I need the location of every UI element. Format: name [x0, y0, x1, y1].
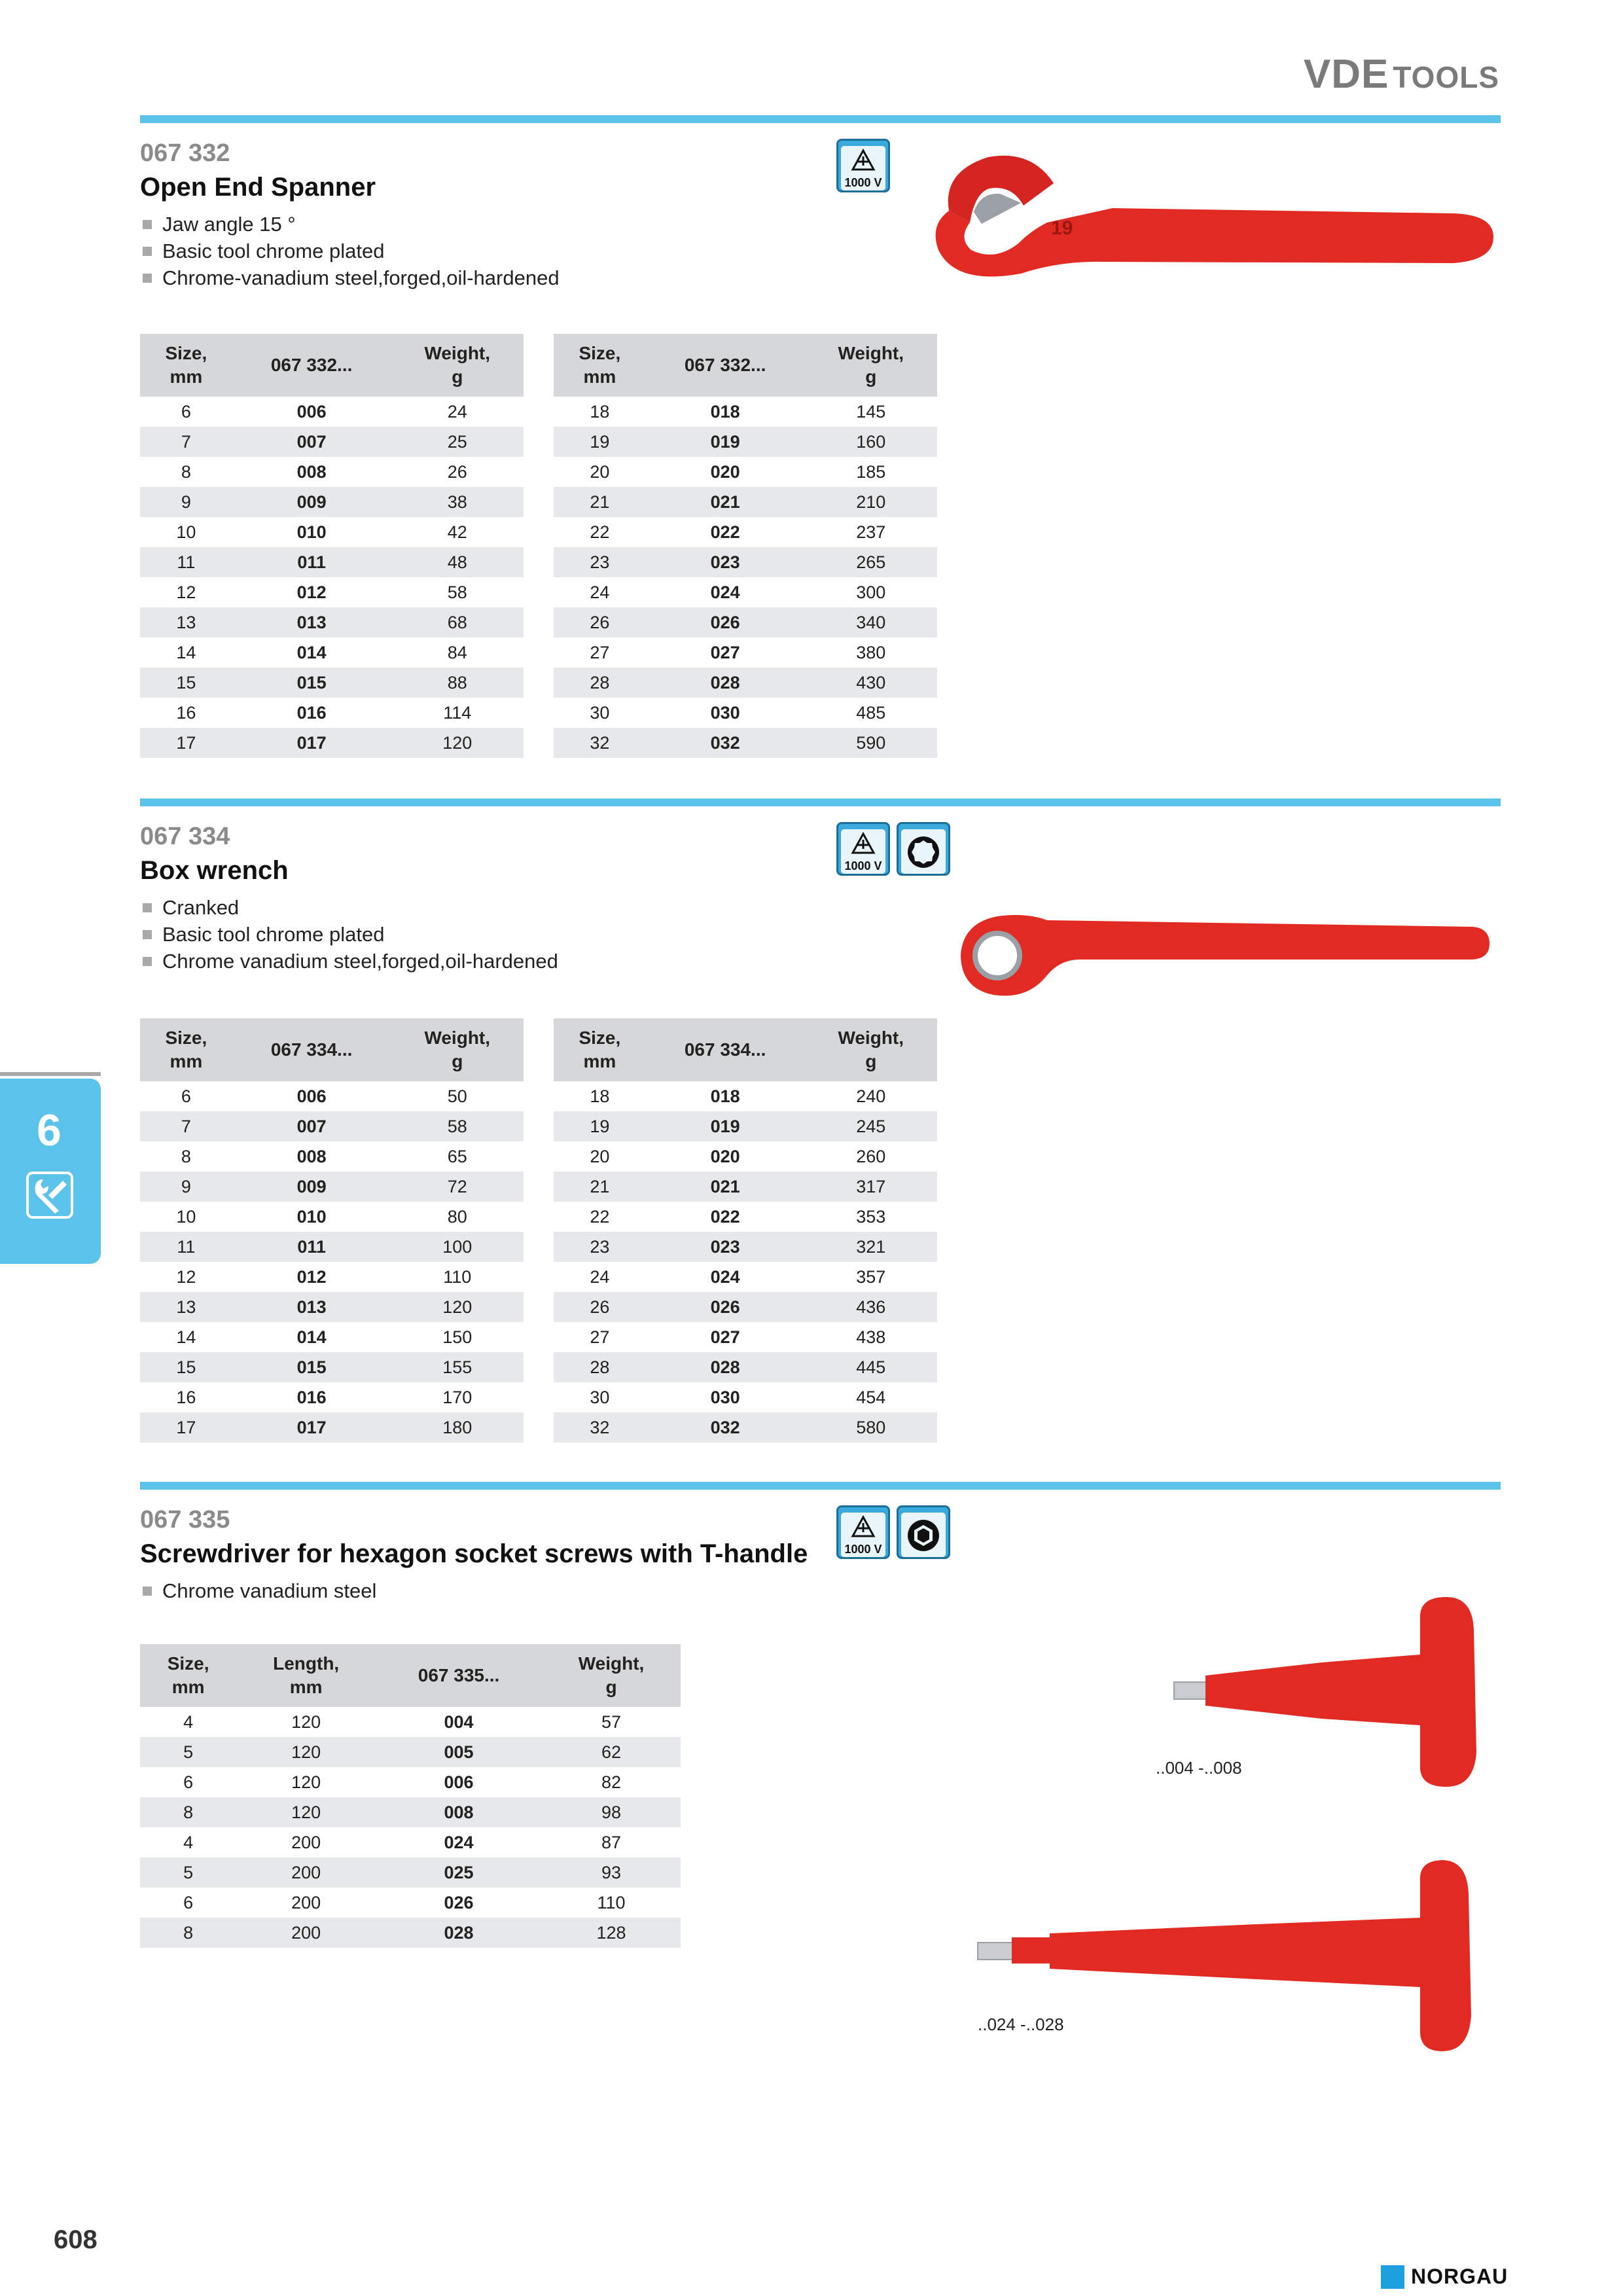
table-cell: 57 [601, 1712, 622, 1732]
table-cell: 380 [856, 642, 886, 662]
header-main: VDE [1303, 52, 1389, 97]
image-caption: ..004 -..008 [1156, 1758, 1242, 1778]
table-row [140, 457, 524, 487]
table-cell: 436 [804, 1292, 937, 1322]
table-cell: 317 [804, 1172, 937, 1202]
table-cell: 024 [444, 1832, 474, 1852]
table-cell: 006 [296, 1086, 327, 1106]
table-cell: 23 [554, 1232, 646, 1262]
table-cell: 26 [554, 1292, 646, 1322]
table-cell: 8 [181, 461, 191, 482]
col-weight: Weight, g [391, 1018, 524, 1081]
table-row [554, 1412, 937, 1443]
table-cell: 032 [646, 728, 805, 758]
table-cell: 008 [296, 1146, 327, 1166]
table-cell: 48 [391, 547, 524, 577]
table-row [554, 1382, 937, 1412]
table-row [140, 517, 524, 547]
table-cell: 120 [291, 1712, 321, 1732]
table-cell: 170 [442, 1387, 473, 1407]
table-row [140, 1292, 524, 1322]
table-cell: 009 [232, 1172, 391, 1202]
table-cell: 15 [140, 668, 232, 698]
table-cell: 265 [804, 547, 937, 577]
table-cell: 27 [590, 642, 610, 662]
table-cell: 7 [140, 427, 232, 457]
spec-table-335 [140, 1644, 681, 1948]
table-cell: 010 [296, 522, 327, 542]
table-cell: 120 [391, 728, 524, 758]
table-cell: 65 [447, 1146, 467, 1166]
table-cell: 024 [710, 1266, 740, 1287]
table-cell: 008 [376, 1797, 542, 1827]
page-number: 608 [54, 2225, 98, 2254]
table-cell: 50 [447, 1086, 467, 1106]
table-row [554, 637, 937, 668]
table-cell: 100 [391, 1232, 524, 1262]
table-cell: 590 [804, 728, 937, 758]
col-size: Size, mm [140, 1018, 232, 1081]
col-size: Size, mm [140, 1644, 236, 1707]
brand-square-icon [1381, 2265, 1404, 2289]
table-cell: 120 [391, 1292, 524, 1322]
table-row [554, 1111, 937, 1141]
table-cell: 20 [590, 1146, 610, 1166]
section-rule [140, 1482, 1501, 1490]
table-row [140, 1322, 524, 1352]
table-cell: 026 [444, 1892, 474, 1912]
table-cell: 62 [542, 1737, 681, 1767]
table-cell: 005 [376, 1737, 542, 1767]
table-cell: 9 [140, 1172, 232, 1202]
table-cell: 82 [601, 1772, 622, 1792]
vde-1000v-icon [836, 1505, 890, 1559]
table-cell: 13 [140, 1292, 232, 1322]
table-cell: 150 [442, 1327, 473, 1347]
table-cell: 88 [391, 668, 524, 698]
table-cell: 021 [646, 487, 805, 517]
vde-1000v-icon [836, 822, 890, 876]
table-cell: 021 [646, 1172, 805, 1202]
table-cell: 016 [296, 1387, 327, 1407]
table-cell: 18 [590, 1086, 610, 1106]
table-cell: 145 [856, 401, 886, 422]
col-size: Size, mm [140, 334, 232, 397]
table-cell: 014 [296, 642, 327, 662]
table-cell: 017 [232, 728, 391, 758]
vde-1000v-icon [836, 139, 890, 192]
feature-item: Cranked [140, 894, 1501, 921]
product-code: 067 334 [140, 823, 230, 850]
col-code: 067 334... [232, 1018, 391, 1081]
product-title: Screwdriver for hexagon socket screws with T-handle [140, 1539, 808, 1568]
table-cell: 120 [291, 1772, 321, 1792]
table-cell: 93 [542, 1857, 681, 1888]
table-row [554, 1292, 937, 1322]
table-row [554, 1232, 937, 1262]
table-cell: 200 [236, 1857, 376, 1888]
table-cell: 016 [296, 702, 327, 723]
table-row [140, 1382, 524, 1412]
table-cell: 10 [176, 522, 196, 542]
col-code: 067 332... [646, 334, 805, 397]
table-cell: 25 [391, 427, 524, 457]
table-cell: 110 [597, 1892, 626, 1912]
table-cell: 018 [710, 401, 740, 422]
table-cell: 22 [590, 1206, 610, 1227]
col-size: Size, mm [554, 1018, 646, 1081]
table-row [554, 1322, 937, 1352]
table-cell: 32 [554, 1412, 646, 1443]
table-cell: 012 [296, 1266, 327, 1287]
table-row [554, 397, 937, 427]
table-cell: 58 [447, 582, 467, 602]
table-cell: 24 [447, 401, 467, 422]
chapter-tab-divider [0, 1072, 101, 1076]
badge-group [836, 1505, 950, 1559]
table-cell: 22 [590, 522, 610, 542]
col-weight: Weight, g [391, 334, 524, 397]
table-cell: 023 [646, 547, 805, 577]
table-row [140, 1262, 524, 1292]
table-cell: 11 [140, 1232, 232, 1262]
table-row [140, 1797, 681, 1827]
feature-item: Basic tool chrome plated [140, 921, 1501, 948]
col-code: 067 332... [232, 334, 391, 397]
table-row [140, 397, 524, 427]
col-weight: Weight, g [542, 1644, 681, 1707]
table-cell: 28 [554, 1352, 646, 1382]
table-cell: 87 [601, 1832, 622, 1852]
table-cell: 200 [236, 1918, 376, 1948]
open-end-spanner-image [916, 145, 1499, 283]
hexagon-socket-icon [897, 1505, 950, 1559]
header-sub: TOOLS [1393, 60, 1499, 94]
table-cell: 17 [140, 1412, 232, 1443]
table-row [140, 728, 524, 758]
table-row [554, 1141, 937, 1172]
voltage-label: 1000 V [844, 1543, 882, 1556]
table-row [554, 427, 937, 457]
table-row [554, 1352, 937, 1382]
col-weight: Weight, g [804, 1018, 937, 1081]
table-cell: 7 [140, 1111, 232, 1141]
table-cell: 028 [646, 668, 805, 698]
table-row [554, 577, 937, 607]
table-cell: 007 [232, 427, 391, 457]
table-cell: 020 [710, 1146, 740, 1166]
table-cell: 114 [443, 702, 472, 723]
table-row [140, 1141, 524, 1172]
box-wrench-image [949, 897, 1492, 1001]
wrench-screwdriver-icon [26, 1172, 73, 1219]
table-row [140, 1707, 681, 1737]
table-cell: 120 [236, 1737, 376, 1767]
table-cell: 200 [291, 1832, 321, 1852]
product-title: Open End Spanner [140, 172, 376, 202]
voltage-label: 1000 V [844, 859, 882, 872]
brand-logo [1381, 2265, 1508, 2289]
table-cell: 013 [232, 607, 391, 637]
table-row [140, 427, 524, 457]
table-cell: 84 [447, 642, 467, 662]
spec-table-334-a [140, 1018, 524, 1443]
table-cell: 6 [181, 1086, 191, 1106]
table-cell: 24 [590, 582, 610, 602]
table-cell: 017 [232, 1412, 391, 1443]
table-cell: 11 [140, 547, 232, 577]
hex-screwdriver-long-image [969, 1852, 1492, 2068]
tool-size-mark: 19 [1051, 217, 1073, 239]
table-cell: 17 [140, 728, 232, 758]
table-cell: 16 [176, 702, 196, 723]
table-row [140, 1827, 681, 1857]
table-cell: 011 [232, 547, 391, 577]
table-cell: 445 [804, 1352, 937, 1382]
table-cell: 015 [232, 1352, 391, 1382]
table-cell: 12 [176, 1266, 196, 1287]
table-cell: 014 [296, 1327, 327, 1347]
table-cell: 30 [590, 702, 610, 723]
table-row [140, 637, 524, 668]
spec-table-332-a [140, 334, 524, 758]
table-row [554, 547, 937, 577]
table-cell: 128 [542, 1918, 681, 1948]
table-cell: 180 [391, 1412, 524, 1443]
badge-group [836, 822, 950, 876]
table-cell: 007 [232, 1111, 391, 1141]
table-cell: 19 [554, 1111, 646, 1141]
table-row [140, 698, 524, 728]
table-cell: 10 [176, 1206, 196, 1227]
feature-item: Jaw angle 15 ° [140, 211, 1501, 238]
table-cell: 030 [710, 1387, 740, 1407]
table-cell: 16 [176, 1387, 196, 1407]
table-cell: 580 [804, 1412, 937, 1443]
table-cell: 185 [856, 461, 886, 482]
table-row [554, 457, 937, 487]
table-cell: 025 [376, 1857, 542, 1888]
table-cell: 8 [140, 1918, 236, 1948]
section-rule [140, 798, 1501, 806]
table-cell: 430 [804, 668, 937, 698]
table-cell: 028 [376, 1918, 542, 1948]
voltage-label: 1000 V [844, 176, 882, 189]
brand-name: NORGAU [1411, 2265, 1508, 2288]
table-cell: 30 [590, 1387, 610, 1407]
table-cell: 8 [181, 1146, 191, 1166]
table-cell: 019 [646, 427, 805, 457]
col-code: 067 335... [376, 1644, 542, 1707]
table-row [554, 607, 937, 637]
table-row [554, 1172, 937, 1202]
table-cell: 98 [542, 1797, 681, 1827]
table-cell: 80 [447, 1206, 467, 1227]
table-cell: 260 [856, 1146, 886, 1166]
table-cell: 24 [590, 1266, 610, 1287]
table-cell: 120 [236, 1797, 376, 1827]
table-cell: 58 [391, 1111, 524, 1141]
table-cell: 023 [646, 1232, 805, 1262]
table-row [554, 698, 937, 728]
table-cell: 160 [804, 427, 937, 457]
table-cell: 72 [391, 1172, 524, 1202]
table-cell: 024 [710, 582, 740, 602]
table-cell: 20 [590, 461, 610, 482]
feature-item: Chrome vanadium steel,forged,oil-hardened [140, 948, 1501, 975]
table-row [554, 668, 937, 698]
table-cell: 38 [391, 487, 524, 517]
table-cell: 027 [710, 642, 740, 662]
table-cell: 21 [554, 487, 646, 517]
badge-group [836, 139, 890, 192]
table-cell: 026 [646, 1292, 805, 1322]
table-row [140, 1172, 524, 1202]
table-cell: 19 [554, 427, 646, 457]
table-cell: 14 [176, 1327, 196, 1347]
table-cell: 013 [232, 1292, 391, 1322]
table-cell: 028 [646, 1352, 805, 1382]
table-cell: 8 [140, 1797, 236, 1827]
table-cell: 012 [296, 582, 327, 602]
col-size: Size, mm [554, 334, 646, 397]
table-cell: 026 [646, 607, 805, 637]
table-cell: 28 [554, 668, 646, 698]
table-row [554, 728, 937, 758]
feature-item: Chrome-vanadium steel,forged,oil-hardened [140, 264, 1501, 291]
table-cell: 4 [183, 1712, 194, 1732]
feature-item: Chrome vanadium steel [140, 1577, 1501, 1604]
table-cell: 019 [646, 1111, 805, 1141]
table-row [140, 1888, 681, 1918]
table-row [140, 547, 524, 577]
table-row [140, 668, 524, 698]
table-row [140, 607, 524, 637]
spec-table-332-b [554, 334, 937, 758]
table-cell: 030 [710, 702, 740, 723]
table-row [140, 1767, 681, 1797]
table-cell: 6 [181, 401, 191, 422]
table-cell: 022 [710, 522, 740, 542]
table-cell: 6 [183, 1772, 194, 1792]
table-cell: 006 [444, 1772, 474, 1792]
table-cell: 32 [554, 728, 646, 758]
table-row [554, 1202, 937, 1232]
table-cell: 237 [856, 522, 886, 542]
table-row [140, 1918, 681, 1948]
table-row [554, 1262, 937, 1292]
table-cell: 26 [447, 461, 467, 482]
table-cell: 6 [183, 1892, 194, 1912]
table-cell: 340 [804, 607, 937, 637]
table-cell: 4 [183, 1832, 194, 1852]
table-cell: 010 [296, 1206, 327, 1227]
table-row [140, 487, 524, 517]
table-cell: 357 [856, 1266, 886, 1287]
table-cell: 008 [296, 461, 327, 482]
image-caption: ..024 -..028 [978, 2015, 1064, 2034]
table-cell: 110 [443, 1266, 472, 1287]
product-code: 067 332 [140, 139, 230, 167]
table-cell: 300 [856, 582, 886, 602]
table-cell: 9 [140, 487, 232, 517]
table-cell: 23 [554, 547, 646, 577]
table-row [140, 1232, 524, 1262]
table-cell: 26 [554, 607, 646, 637]
col-code: 067 334... [646, 1018, 805, 1081]
table-cell: 006 [296, 401, 327, 422]
table-cell: 13 [140, 607, 232, 637]
table-cell: 032 [646, 1412, 805, 1443]
table-row [140, 1111, 524, 1141]
table-cell: 004 [444, 1712, 474, 1732]
table-cell: 27 [590, 1327, 610, 1347]
section-rule [140, 115, 1501, 123]
col-weight: Weight, g [804, 334, 937, 397]
table-cell: 015 [232, 668, 391, 698]
table-row [140, 1857, 681, 1888]
table-cell: 321 [804, 1232, 937, 1262]
table-cell: 438 [856, 1327, 886, 1347]
table-row [140, 1202, 524, 1232]
table-cell: 485 [856, 702, 886, 723]
bi-hex-ring-icon [897, 822, 950, 876]
table-row [140, 1352, 524, 1382]
table-cell: 009 [232, 487, 391, 517]
table-cell: 454 [856, 1387, 886, 1407]
page-header [1304, 51, 1499, 98]
table-cell: 42 [447, 522, 467, 542]
table-row [554, 487, 937, 517]
table-cell: 12 [176, 582, 196, 602]
table-row [140, 1412, 524, 1443]
feature-item: Basic tool chrome plated [140, 238, 1501, 264]
chapter-number: 6 [37, 1105, 62, 1155]
table-cell: 18 [590, 401, 610, 422]
table-cell: 200 [291, 1892, 321, 1912]
col-length: Length, mm [236, 1644, 376, 1707]
product-title: Box wrench [140, 855, 289, 885]
product-code: 067 335 [140, 1506, 230, 1534]
table-cell: 68 [391, 607, 524, 637]
spec-table-334-b [554, 1018, 937, 1443]
table-row [140, 577, 524, 607]
table-cell: 245 [804, 1111, 937, 1141]
table-cell: 011 [232, 1232, 391, 1262]
table-row [554, 517, 937, 547]
table-cell: 022 [710, 1206, 740, 1227]
table-cell: 5 [140, 1857, 236, 1888]
table-cell: 210 [804, 487, 937, 517]
table-row [140, 1737, 681, 1767]
table-cell: 14 [176, 642, 196, 662]
table-cell: 15 [140, 1352, 232, 1382]
table-cell: 21 [554, 1172, 646, 1202]
table-cell: 020 [710, 461, 740, 482]
table-row [554, 1081, 937, 1111]
table-cell: 5 [140, 1737, 236, 1767]
section-hex-screwdriver [140, 1505, 1501, 1604]
table-cell: 027 [710, 1327, 740, 1347]
table-cell: 155 [391, 1352, 524, 1382]
table-cell: 353 [856, 1206, 886, 1227]
table-cell: 240 [856, 1086, 886, 1106]
table-row [140, 1081, 524, 1111]
table-cell: 018 [710, 1086, 740, 1106]
